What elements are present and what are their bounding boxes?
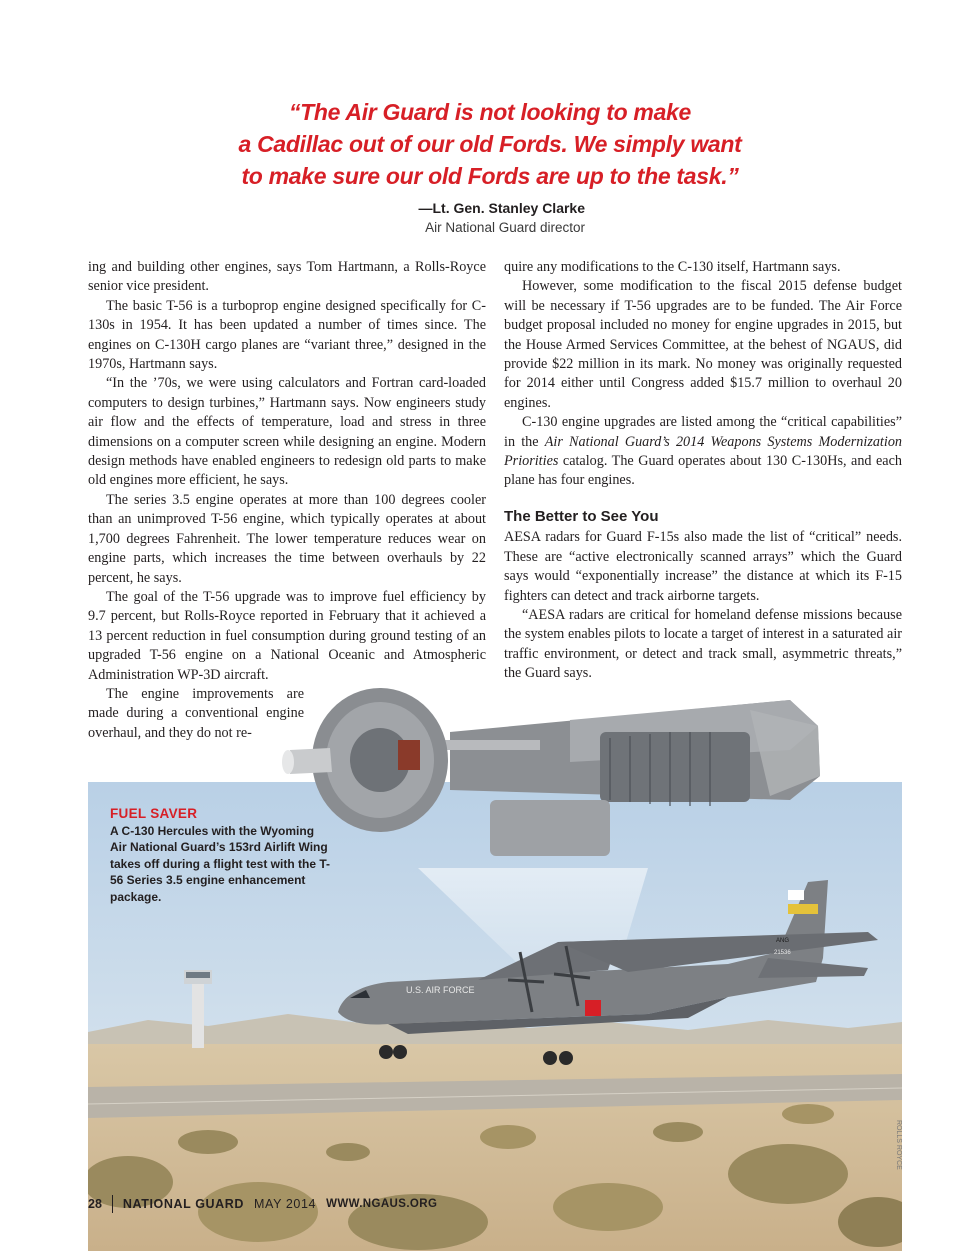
paragraph-text: catalog. The Guard operates about 130 C-130Hs, and each plane has four engines. bbox=[504, 453, 902, 489]
page-number: 28 bbox=[88, 1197, 102, 1211]
photo-credit: ROLLS ROYCE bbox=[895, 1120, 902, 1170]
caption-title: FUEL SAVER bbox=[110, 806, 198, 821]
pull-quote bbox=[170, 96, 810, 192]
paragraph bbox=[504, 413, 902, 491]
issue-date: MAY 2014 bbox=[254, 1197, 317, 1211]
paragraph: ing and building other engines, says Tom Hartmann, a Rolls-Royce senior vice president. bbox=[88, 259, 486, 295]
article-column-right bbox=[504, 258, 902, 684]
paragraph: The goal of the T-56 upgrade was to improve fuel efficiency by 9.7 percent, but Rolls-Royce reported in February that it achieved a 13 percent reduction in fuel consumption during ground testing of an upgraded T-56 engine on a National Oceanic and Atmospheric Administration WP-3D aircraft. bbox=[88, 588, 486, 683]
magazine-name: NATIONAL GUARD bbox=[122, 1197, 245, 1211]
paragraph: The engine improvements are made during a conventional engine overhaul, and they do not re- bbox=[88, 685, 304, 741]
article-column-left bbox=[88, 258, 486, 743]
paragraph: AESA radars for Guard F-15s also made the list of “critical” needs. These are “active electronically scanned arrays” which the Guard says would “exponentially increase” the distance at which its F-15 fighters can detect and track airborne targets. bbox=[504, 529, 902, 604]
pull-quote-line: a Cadillac out of our old Fords. We simply want bbox=[238, 131, 742, 157]
paragraph: However, some modification to the fiscal 2015 defense budget will be necessary if T-56 upgrades are to be funded. The Air Force budget proposal included no money for engine upgrades in 2015, but the House Armed Services Committee, at the behest of NGAUS, did provide $22 million in its mark. No money was originally requested for 2014 either until Congress added $15.7 million to overhaul 20 engines. bbox=[504, 278, 902, 411]
page-footer bbox=[88, 1195, 437, 1213]
paragraph: The series 3.5 engine operates at more than 100 degrees cooler than an unimproved T-56 engine, which typically operates at about 1,700 degrees Fahrenheit. The lower temperature reduces wear on engine parts, which increases the time between overhauls by 22 percent, he says. bbox=[88, 491, 486, 586]
pull-quote-line: to make sure our old Fords are up to the task.” bbox=[241, 163, 739, 189]
paragraph: The basic T-56 is a turboprop engine designed specifically for C-130s in 1954. It has been updated a number of times since. The engines on C-130H cargo planes are “variant three,” designed in the 1970s, Hartmann says. bbox=[88, 297, 486, 373]
quote-attribution-name: —Lt. Gen. Stanley Clarke bbox=[418, 200, 585, 216]
catalog-title: Air National Guard’s 2014 Weapons Systems Modernization Priorities bbox=[504, 433, 903, 470]
photo-caption bbox=[110, 806, 330, 905]
footer-divider bbox=[112, 1195, 113, 1213]
paragraph: “AESA radars are critical for homeland defense missions because the system enables pilots to locate a target of interest in a saturated air traffic environment, or detect and track small, asymmetric threats,” the Guard says. bbox=[504, 606, 902, 682]
paragraph: “In the ’70s, we were using calculators and Fortran card-loaded computers to design turbines,” Hartmann says. Now engineers study air flow and the effects of temperature, load and stress in three dimensions on a computer screen while designing an engine. Modern design methods have enabled engineers to redesign old parts to make old engines more efficient, he says. bbox=[88, 375, 486, 489]
tail-band-marking: ANG bbox=[776, 938, 790, 944]
caption-body: A C-130 Hercules with the Wyoming Air National Guard’s 153rd Airlift Wing takes off during a flight test with the T-56 Series 3.5 engine enhancement package. bbox=[110, 824, 331, 904]
website-link[interactable]: WWW.NGAUS.ORG bbox=[326, 1198, 438, 1210]
quote-attribution-title: Air National Guard director bbox=[425, 220, 585, 235]
paragraph-text: C-130 engine upgrades are listed among the “critical capabilities” in the bbox=[504, 414, 902, 450]
t56-engine-graphic bbox=[270, 680, 830, 880]
pull-quote-line: “The Air Guard is not looking to make bbox=[288, 99, 692, 125]
tail-number: 21536 bbox=[774, 950, 791, 956]
engine-illustration bbox=[270, 680, 830, 880]
section-subhead: The Better to See You bbox=[504, 507, 659, 525]
fuselage-marking: U.S. AIR FORCE bbox=[406, 985, 475, 995]
paragraph: quire any modifications to the C-130 itself, Hartmann says. bbox=[504, 259, 841, 275]
